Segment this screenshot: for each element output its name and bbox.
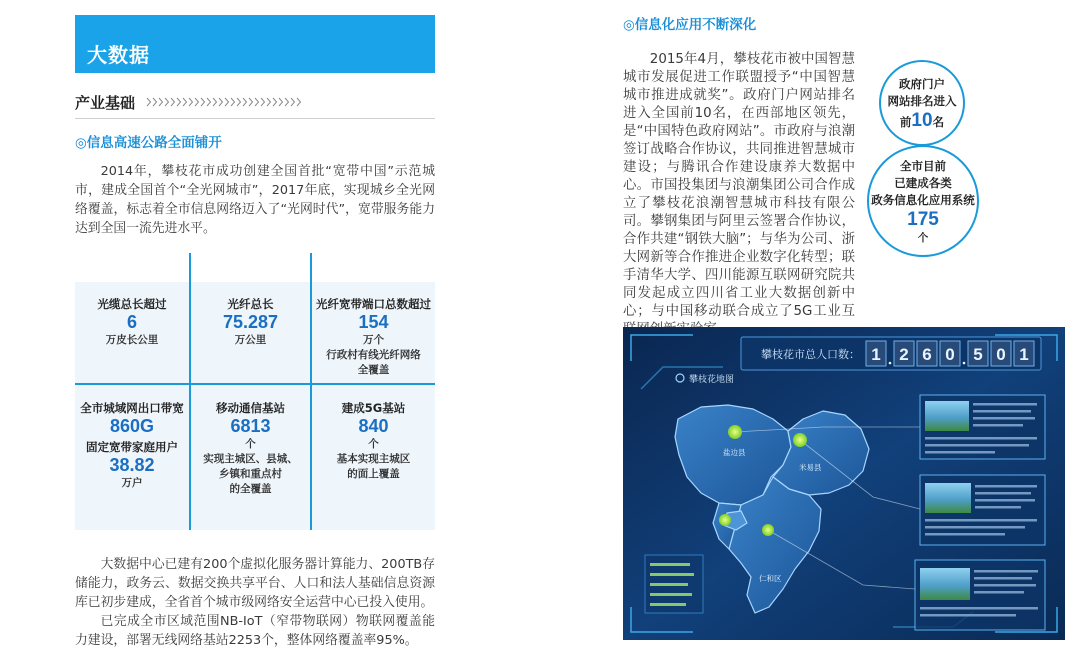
heading-informatization: ◎信息化应用不断深化	[623, 17, 757, 33]
stat-mobile-stations	[191, 400, 310, 497]
digit: 0	[996, 345, 1006, 364]
circle-text: 全市目前	[900, 158, 946, 173]
paragraph-data-center: 大数据中心已建有200个虚拟化服务器计算能力、200TB存储能力，政务云、数据交换共享平台、人口和法人基础信息资源库已初步建成，全省首个城市级网络安全运营中心已投入使用。	[75, 557, 435, 610]
stat-broadband-ports	[312, 296, 435, 378]
population-title: 攀枝花市总人口数：	[761, 348, 860, 361]
stat-label-secondary: 固定宽带家庭用户	[86, 440, 178, 454]
circle-text: 政府门户	[899, 76, 945, 91]
region-label: 米易县	[799, 463, 822, 472]
informatization-paragraph: 2015年4月，攀枝花市被中国智慧城市发展促进工作联盟授予“中国智慧城市推进成就奖”。政府门户网站排名进入全国前10名，在西部地区领先，是“中国特色政府网站”。市政府与浪潮签订战略合作协议，共同推进智慧城市建设；与腾讯合作建设康养大数据中心。市国投集团与浪潮集团公司合作成立了攀枝花浪潮智慧城市科技有限公司。攀钢集团与阿里云签署合作协议，合作共建“钢铁大脑”；与华为公司、浙大网新等合作推进企业数字化转型；联手清华大学、四川能源互联网研究院共同发起成立四川省工业大数据创新中心；与中国移动联合成立了5G工业互	[623, 52, 855, 319]
stat-unit: 个	[368, 438, 379, 450]
map-title: 攀枝花地图	[689, 375, 735, 385]
section-header-bar	[75, 15, 435, 73]
card-photo	[920, 568, 970, 600]
digit-separator	[889, 362, 892, 365]
info-card	[920, 395, 1045, 459]
hotspot-dot	[793, 433, 807, 447]
stat-label: 移动通信基站	[216, 401, 285, 415]
stat-label: 光纤宽带端口总数超过	[316, 297, 431, 311]
hotspot-dot	[719, 514, 731, 526]
region-label: 盐边县	[723, 448, 746, 457]
card-photo	[925, 401, 969, 431]
digit-separator	[963, 362, 966, 365]
hotspot-dot	[762, 524, 774, 536]
stat-label: 建成5G基站	[341, 401, 406, 415]
stat-value: 6	[126, 312, 137, 332]
stat-value: 75.287	[222, 312, 279, 332]
hotspot-dot	[728, 425, 742, 439]
digit: 1	[1019, 345, 1029, 364]
stat-note: 的全覆盖	[229, 483, 272, 495]
stat-unit: 万个	[363, 334, 384, 346]
grid-line-vertical	[310, 253, 312, 530]
stat-label: 光纤总长	[227, 297, 274, 311]
digit: 1	[871, 345, 881, 364]
bottom-paragraphs	[75, 555, 435, 650]
stat-cable-length	[75, 296, 189, 348]
smart-city-dashboard-image	[623, 327, 1065, 640]
stat-bandwidth	[75, 400, 189, 491]
stat-circle-portal-rank	[879, 60, 965, 146]
stat-value: 6813	[230, 416, 271, 436]
stat-unit: 个	[245, 438, 256, 450]
stat-note: 行政村有线光纤网络	[326, 349, 421, 361]
circle-text: 已建成各类	[894, 175, 952, 190]
card-photo	[925, 483, 971, 513]
circle-prefix: 前	[899, 114, 912, 129]
stat-unit: 万皮长公里	[105, 334, 159, 346]
stat-note: 的面上覆盖	[347, 468, 400, 480]
subsection-title: 产业基础	[75, 94, 136, 112]
circle-value: 10	[911, 109, 933, 131]
stat-unit-secondary: 万户	[121, 477, 143, 489]
region-label: 仁和区	[759, 574, 782, 583]
digit: 5	[973, 345, 983, 364]
circle-unit: 个	[917, 231, 929, 244]
stat-fiber-length	[191, 296, 310, 348]
circle-text: 网站排名进入	[887, 93, 957, 108]
circle-text: 政务信息化应用系统	[871, 192, 975, 207]
stat-label: 光缆总长超过	[97, 297, 167, 311]
grid-line-horizontal	[75, 383, 435, 385]
stat-note: 基本实现主城区	[336, 453, 411, 465]
section-title: 大数据	[87, 43, 150, 67]
dashboard-menu	[645, 555, 703, 613]
stat-value: 840	[358, 416, 389, 436]
chevron-decoration-icon	[146, 96, 302, 108]
digit: 0	[945, 345, 955, 364]
stat-circle-app-systems	[867, 145, 979, 257]
stat-value: 154	[358, 312, 389, 332]
digit: 6	[922, 345, 932, 364]
digit: 2	[899, 345, 909, 364]
stat-note: 实现主城区、县城、	[203, 453, 298, 465]
stat-unit: 万公里	[234, 334, 267, 346]
info-card	[915, 560, 1045, 630]
divider	[75, 118, 435, 119]
stat-value: 860G	[109, 416, 155, 436]
stat-value-secondary: 38.82	[109, 455, 155, 475]
paragraph-nb-iot: 已完成全市区域范围NB-IoT（窄带物联网）物联网覆盖能力建设，部署无线网络基站2253个，整体网络覆盖率95%。	[75, 614, 435, 648]
circle-suffix: 名	[932, 114, 945, 129]
stat-note: 乡镇和重点村	[219, 468, 282, 480]
circle-rank-line	[899, 109, 945, 131]
intro-paragraph: 2014年，攀枝花市成功创建全国首批“宽带中国”示范城市，建成全国首个“全光网城市”，2017年底，实现城乡全光网络覆盖，标志着全市信息网络迈入了“光网时代”，宽带服务能力达到全国一流先进水平。	[75, 164, 435, 236]
stat-label: 全市城域网出口带宽	[80, 401, 184, 415]
heading-highway: ◎信息高速公路全面铺开	[75, 135, 222, 151]
stat-note: 全覆盖	[357, 364, 390, 376]
info-card	[920, 475, 1045, 545]
circle-value: 175	[907, 208, 939, 230]
stat-5g-stations	[312, 400, 435, 482]
